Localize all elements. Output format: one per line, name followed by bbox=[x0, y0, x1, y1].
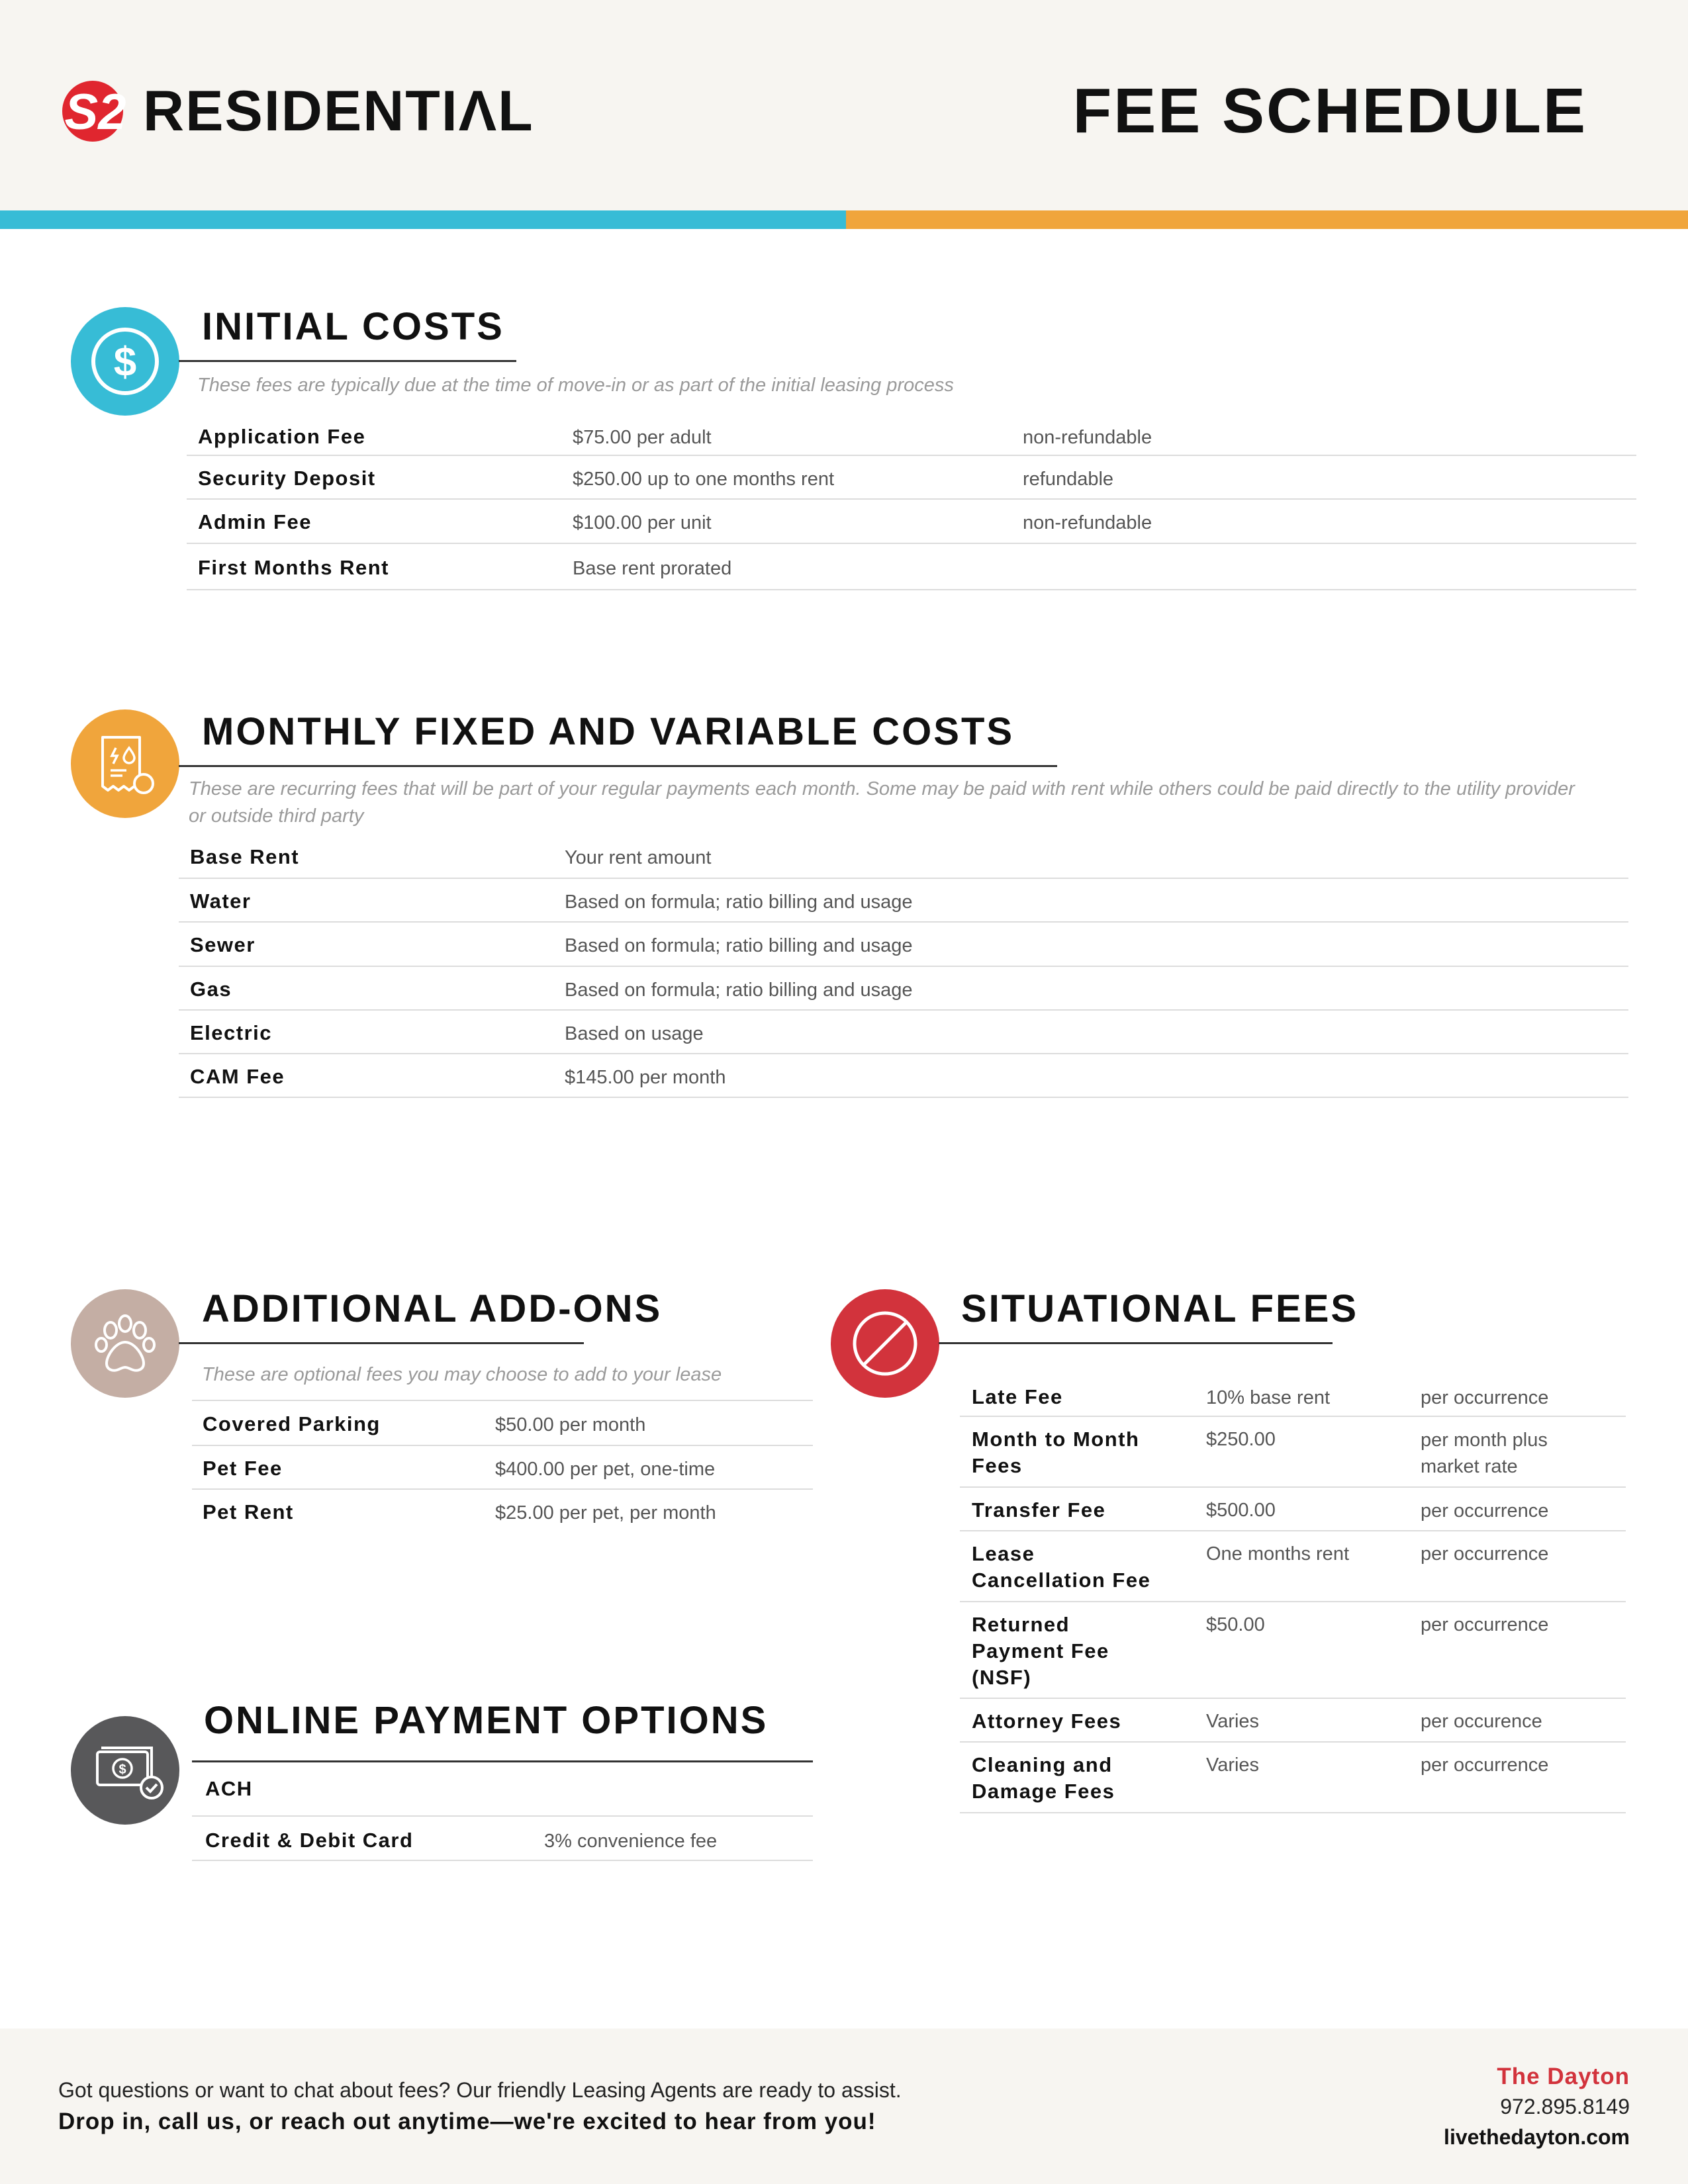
initial-costs-rule bbox=[179, 360, 516, 362]
fee-name: Attorney Fees bbox=[972, 1709, 1122, 1733]
utility-bill-icon bbox=[71, 709, 179, 818]
fee-amount: Based on formula; ratio billing and usage bbox=[565, 935, 913, 956]
table-row bbox=[192, 1762, 813, 1817]
fee-name: Month to Month bbox=[972, 1428, 1140, 1451]
fee-name: Pet Rent bbox=[203, 1500, 294, 1524]
situational-fees-rule bbox=[939, 1342, 1333, 1344]
fee-name: Application Fee bbox=[198, 425, 366, 448]
table-row bbox=[187, 498, 1636, 544]
fee-name: Covered Parking bbox=[203, 1412, 381, 1435]
footer-call-to-action: Drop in, call us, or reach out anytime—we're excited to hear from you! bbox=[58, 2109, 876, 2134]
table-row bbox=[192, 1488, 813, 1532]
table-row bbox=[960, 1741, 1626, 1813]
fee-amount: Varies bbox=[1206, 1711, 1260, 1732]
monthly-costs-subtitle-cont: or outside third party bbox=[189, 805, 364, 827]
fee-amount: $250.00 bbox=[1206, 1429, 1276, 1450]
company-logo bbox=[61, 74, 534, 148]
fee-name-cont: Fees bbox=[972, 1454, 1023, 1477]
svg-text:$: $ bbox=[118, 1762, 126, 1777]
fee-amount: Based on usage bbox=[565, 1023, 704, 1044]
fee-name-cont: (NSF) bbox=[972, 1666, 1032, 1689]
fee-name-cont: Payment Fee bbox=[972, 1639, 1109, 1662]
fee-name: Late Fee bbox=[972, 1385, 1063, 1408]
table-row bbox=[179, 1053, 1628, 1098]
fee-name: Electric bbox=[190, 1021, 273, 1044]
fee-name-cont: Damage Fees bbox=[972, 1780, 1115, 1803]
fee-amount: $50.00 per month bbox=[495, 1414, 646, 1435]
fee-amount: $75.00 per adult bbox=[573, 427, 712, 448]
table-row bbox=[187, 455, 1636, 500]
fee-name: Transfer Fee bbox=[972, 1498, 1106, 1522]
fee-note: per month plus bbox=[1421, 1430, 1548, 1451]
fee-name: Security Deposit bbox=[198, 467, 376, 490]
fee-note: non-refundable bbox=[1023, 512, 1152, 533]
paw-icon bbox=[71, 1289, 179, 1398]
header-stripe-blue bbox=[0, 210, 846, 229]
fee-name: Admin Fee bbox=[198, 510, 312, 533]
fee-amount: Your rent amount bbox=[565, 847, 712, 868]
page-footer bbox=[0, 2028, 1688, 2184]
table-row bbox=[960, 1601, 1626, 1699]
fee-note: refundable bbox=[1023, 469, 1114, 490]
table-row bbox=[192, 1445, 813, 1490]
online-payment-title: ONLINE PAYMENT OPTIONS bbox=[204, 1699, 769, 1742]
property-website[interactable]: livethedayton.com bbox=[1444, 2125, 1630, 2149]
initial-costs-title: INITIAL COSTS bbox=[202, 305, 504, 348]
fee-amount: $500.00 bbox=[1206, 1500, 1276, 1521]
property-phone[interactable]: 972.895.8149 bbox=[1500, 2095, 1630, 2118]
fee-name: Pet Fee bbox=[203, 1457, 283, 1480]
fee-name: Water bbox=[190, 889, 252, 913]
fee-name: Cleaning and bbox=[972, 1753, 1113, 1776]
fee-amount: Based on formula; ratio billing and usage bbox=[565, 979, 913, 1001]
fee-amount: One months rent bbox=[1206, 1543, 1349, 1565]
table-row bbox=[192, 1815, 813, 1861]
fee-name: Base Rent bbox=[190, 845, 300, 868]
table-row bbox=[179, 966, 1628, 1011]
property-name: The Dayton bbox=[1497, 2064, 1630, 2089]
fee-amount: $250.00 up to one months rent bbox=[573, 469, 835, 490]
fee-amount: Based on formula; ratio billing and usage bbox=[565, 891, 913, 913]
situational-fees-title: SITUATIONAL FEES bbox=[961, 1287, 1359, 1330]
table-row bbox=[179, 1009, 1628, 1054]
payment-method: ACH bbox=[205, 1777, 253, 1800]
fee-amount: Varies bbox=[1206, 1754, 1260, 1776]
monthly-costs-rule bbox=[179, 765, 1057, 767]
fee-note: non-refundable bbox=[1023, 427, 1152, 448]
fee-note: per occurence bbox=[1421, 1711, 1542, 1732]
header-stripe-orange bbox=[846, 210, 1688, 229]
table-row bbox=[960, 1375, 1626, 1417]
table-row bbox=[960, 1416, 1626, 1488]
table-row bbox=[187, 420, 1636, 456]
fee-name: Lease bbox=[972, 1542, 1035, 1565]
fee-amount: $100.00 per unit bbox=[573, 512, 712, 533]
payment-method: Credit & Debit Card bbox=[205, 1829, 414, 1852]
s2-logo-icon bbox=[61, 75, 134, 148]
fee-name: CAM Fee bbox=[190, 1065, 285, 1088]
table-row bbox=[179, 921, 1628, 967]
table-row bbox=[960, 1486, 1626, 1531]
footer-message: Got questions or want to chat about fees? Our friendly Leasing Agents are ready to assist. bbox=[58, 2078, 902, 2102]
fee-name: Sewer bbox=[190, 933, 256, 956]
fee-amount: Base rent prorated bbox=[573, 558, 732, 579]
fee-amount: $50.00 bbox=[1206, 1614, 1265, 1635]
fee-note: per occurrence bbox=[1421, 1387, 1549, 1408]
fee-note: per occurrence bbox=[1421, 1614, 1549, 1635]
fee-amount: $25.00 per pet, per month bbox=[495, 1502, 716, 1524]
dollar-icon bbox=[71, 307, 179, 416]
payment-fee: 3% convenience fee bbox=[544, 1831, 718, 1852]
fee-note: per occurrence bbox=[1421, 1500, 1549, 1522]
fee-amount: $400.00 per pet, one-time bbox=[495, 1459, 716, 1480]
fee-name: Returned bbox=[972, 1613, 1070, 1636]
add-ons-subtitle: These are optional fees you may choose to add to your lease bbox=[202, 1364, 722, 1385]
monthly-costs-subtitle: These are recurring fees that will be part of your regular payments each month. Some may be paid with rent while others could be paid directly to the utility provider bbox=[189, 778, 1575, 799]
svg-text:$: $ bbox=[113, 340, 137, 385]
prohibited-icon bbox=[831, 1289, 939, 1398]
add-ons-title: ADDITIONAL ADD-ONS bbox=[202, 1287, 663, 1330]
fee-name: First Months Rent bbox=[198, 556, 389, 579]
monthly-costs-title: MONTHLY FIXED AND VARIABLE COSTS bbox=[202, 710, 1015, 753]
logo-mark-text: S2 bbox=[64, 84, 126, 140]
initial-costs-subtitle: These fees are typically due at the time of move-in or as part of the initial leasing process bbox=[197, 375, 954, 396]
fee-note-cont: market rate bbox=[1421, 1456, 1518, 1477]
table-row bbox=[179, 878, 1628, 923]
logo-wordmark: RESIDENTIΛL bbox=[143, 79, 534, 143]
fee-name-cont: Cancellation Fee bbox=[972, 1569, 1151, 1592]
add-ons-rule bbox=[179, 1342, 584, 1344]
fee-note: per occurrence bbox=[1421, 1754, 1549, 1776]
page-title: FEE SCHEDULE bbox=[1072, 75, 1587, 146]
table-row bbox=[960, 1530, 1626, 1602]
fee-amount: 10% base rent bbox=[1206, 1387, 1331, 1408]
fee-note: per occurrence bbox=[1421, 1543, 1549, 1565]
table-row bbox=[192, 1401, 813, 1446]
table-row bbox=[187, 543, 1636, 590]
table-row bbox=[960, 1698, 1626, 1743]
fee-amount: $145.00 per month bbox=[565, 1067, 726, 1088]
table-row bbox=[179, 835, 1628, 879]
fee-name: Gas bbox=[190, 978, 232, 1001]
cash-payment-icon bbox=[71, 1716, 179, 1825]
